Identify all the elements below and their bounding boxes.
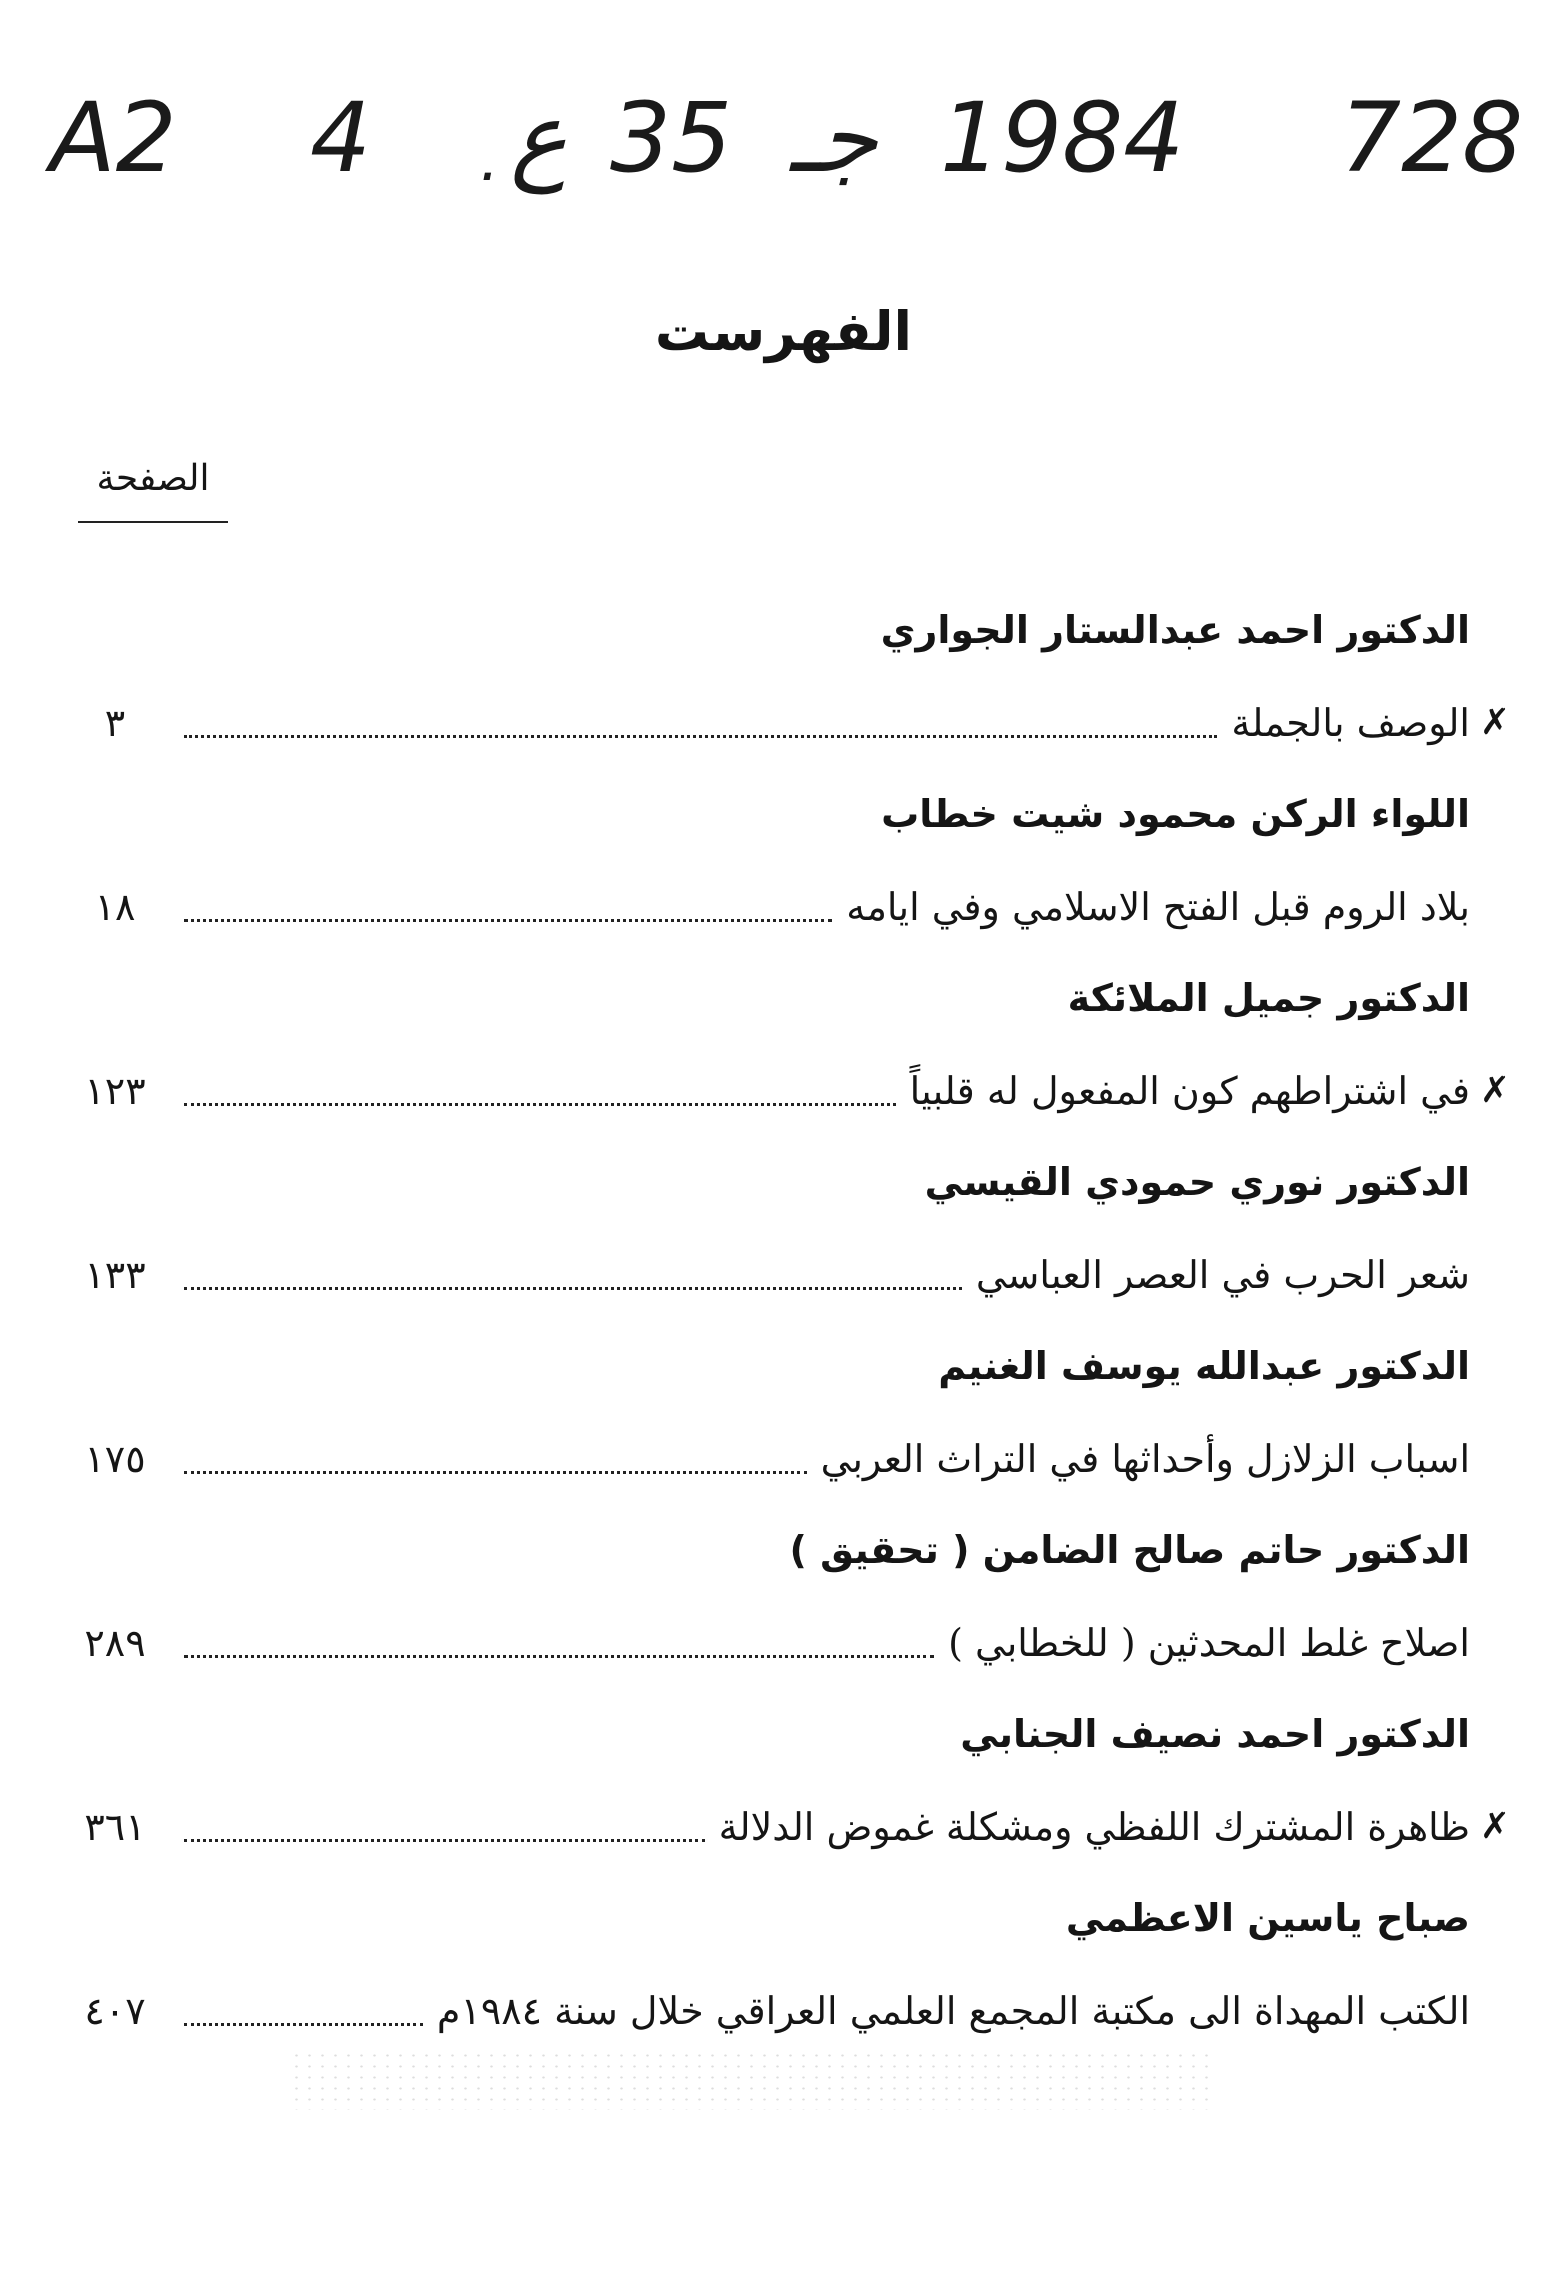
toc-entry — [60, 688, 1510, 758]
dot-leader — [184, 709, 1217, 738]
group-spacer — [60, 1678, 1470, 1704]
handwritten-year: 1984 — [940, 82, 1185, 194]
handwritten-check-mark: ✗ — [1479, 702, 1510, 743]
toc-entry-page: ٤٠٧ — [84, 1989, 146, 2033]
handwritten-number: 35 — [610, 82, 733, 194]
toc-entry-page: ١٣٣ — [84, 1253, 146, 1297]
page-column-label: الصفحة — [78, 458, 228, 523]
dot-leader — [184, 1445, 807, 1474]
table-of-contents — [60, 600, 1510, 2072]
toc-author: الدكتور احمد عبدالستار الجواري — [880, 608, 1470, 652]
handwritten-ayn: ع — [510, 82, 568, 194]
handwritten-catalog-code: A2 — [50, 82, 177, 194]
toc-entry-title: اسباب الزلازل وأحداثها في التراث العربي — [820, 1437, 1470, 1481]
toc-entry-page: ٣ — [104, 701, 126, 745]
dot-leader — [184, 1077, 896, 1106]
toc-entry — [60, 1424, 1470, 1494]
group-spacer — [60, 1862, 1470, 1888]
toc-entry — [60, 1056, 1510, 1126]
dot-leader — [184, 1997, 423, 2026]
group-spacer — [60, 758, 1470, 784]
group-spacer — [60, 1126, 1470, 1152]
toc-author: الدكتور عبدالله يوسف الغنيم — [938, 1344, 1470, 1388]
toc-entry — [60, 1240, 1470, 1310]
toc-entry — [60, 1976, 1470, 2046]
toc-entry-title: بلاد الروم قبل الفتح الاسلامي وفي ايامه — [846, 885, 1470, 929]
dot-leader — [184, 893, 832, 922]
dot-leader — [184, 1629, 934, 1658]
handwritten-accession: 728 — [1340, 82, 1524, 194]
dot-leader — [184, 1261, 962, 1290]
page-title: الفهرست — [654, 300, 913, 363]
toc-entry-title: اصلاح غلط المحدثين ( للخطابي ) — [948, 1621, 1470, 1665]
toc-author: الدكتور نوري حمودي القيسي — [924, 1160, 1470, 1204]
group-spacer — [60, 1310, 1470, 1336]
toc-entry-page: ١٧٥ — [84, 1437, 146, 1481]
toc-entry-title: في اشتراطهم كون المفعول له قلبياً — [909, 1069, 1470, 1113]
handwritten-jim: جـ — [790, 82, 878, 194]
toc-entry-title: شعر الحرب في العصر العباسي — [975, 1253, 1470, 1297]
group-spacer — [60, 1494, 1470, 1520]
toc-entry-page: ١٨ — [94, 885, 136, 929]
toc-entry-title: الكتب المهداة الى مكتبة المجمع العلمي العراقي خلال سنة ١٩٨٤م — [436, 1989, 1470, 2033]
toc-entry-page: ٣٦١ — [84, 1805, 146, 1849]
toc-entry — [60, 1608, 1470, 1678]
toc-author: الدكتور حاتم صالح الضامن ( تحقيق ) — [789, 1528, 1470, 1572]
dot-leader — [184, 1813, 705, 1842]
toc-entry-page: ١٢٣ — [84, 1069, 146, 1113]
toc-author: صباح ياسين الاعظمي — [1065, 1896, 1470, 1940]
scan-speckles — [290, 2050, 1210, 2110]
handwritten-check-mark: ✗ — [1479, 1806, 1510, 1847]
toc-entry — [60, 872, 1470, 942]
handwritten-catalog-note — [40, 70, 1540, 220]
toc-author: الدكتور جميل الملائكة — [1067, 976, 1470, 1020]
group-spacer — [60, 942, 1470, 968]
toc-author: الدكتور احمد نصيف الجنابي — [960, 1712, 1470, 1756]
toc-author: اللواء الركن محمود شيت خطاب — [881, 792, 1470, 836]
handwritten-check-mark: ✗ — [1479, 1070, 1510, 1111]
toc-entry-title: الوصف بالجملة — [1231, 701, 1470, 745]
toc-entry-page: ٢٨٩ — [84, 1621, 146, 1665]
toc-entry — [60, 1792, 1510, 1862]
handwritten-dot: . — [480, 125, 500, 195]
toc-entry-title: ظاهرة المشترك اللفظي ومشكلة غموض الدلالة — [718, 1805, 1470, 1849]
handwritten-volume: 4 — [310, 82, 372, 194]
